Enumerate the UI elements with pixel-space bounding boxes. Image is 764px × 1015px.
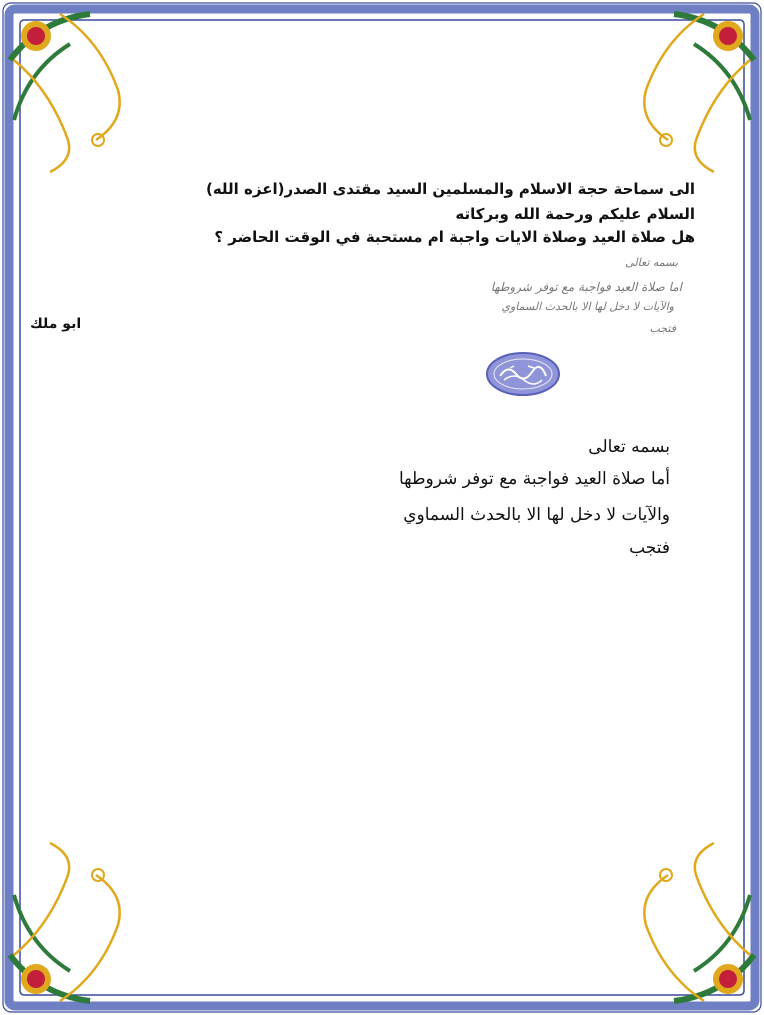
corner-ornament-top-right bbox=[644, 14, 754, 172]
handwritten-line: اما صلاة العيد فواجبة مع توفر شروطها bbox=[490, 280, 682, 294]
answer-line: أما صلاة العيد فواجبة مع توفر شروطها bbox=[398, 469, 670, 489]
question-greeting: السلام عليكم ورحمة الله وبركاته bbox=[455, 205, 695, 223]
question-text: هل صلاة العيد وصلاة الايات واجبة ام مستحبة في الوقت الحاضر ؟ bbox=[214, 228, 695, 246]
corner-ornament-bottom-left bbox=[10, 843, 120, 1001]
corner-ornament-bottom-right bbox=[644, 843, 754, 1001]
question-addressee: الى سماحة حجة الاسلام والمسلمين السيد مقتدى الصدر(اعزه الله) bbox=[205, 180, 695, 198]
answer-basmala: بسمه تعالى bbox=[588, 437, 670, 457]
handwritten-line: بسمه تعالى bbox=[625, 256, 678, 269]
handwritten-line: والآيات لا دخل لها الا بالحدث السماوي bbox=[501, 300, 674, 313]
corner-ornament-top-left bbox=[10, 14, 120, 172]
answer-line: فتجب bbox=[629, 538, 670, 558]
handwritten-line: فتجب bbox=[649, 322, 676, 335]
sender-name: ابو ملك bbox=[30, 316, 82, 332]
office-seal-stamp bbox=[484, 350, 562, 398]
answer-line: والآيات لا دخل لها الا بالحدث السماوي bbox=[403, 505, 670, 525]
